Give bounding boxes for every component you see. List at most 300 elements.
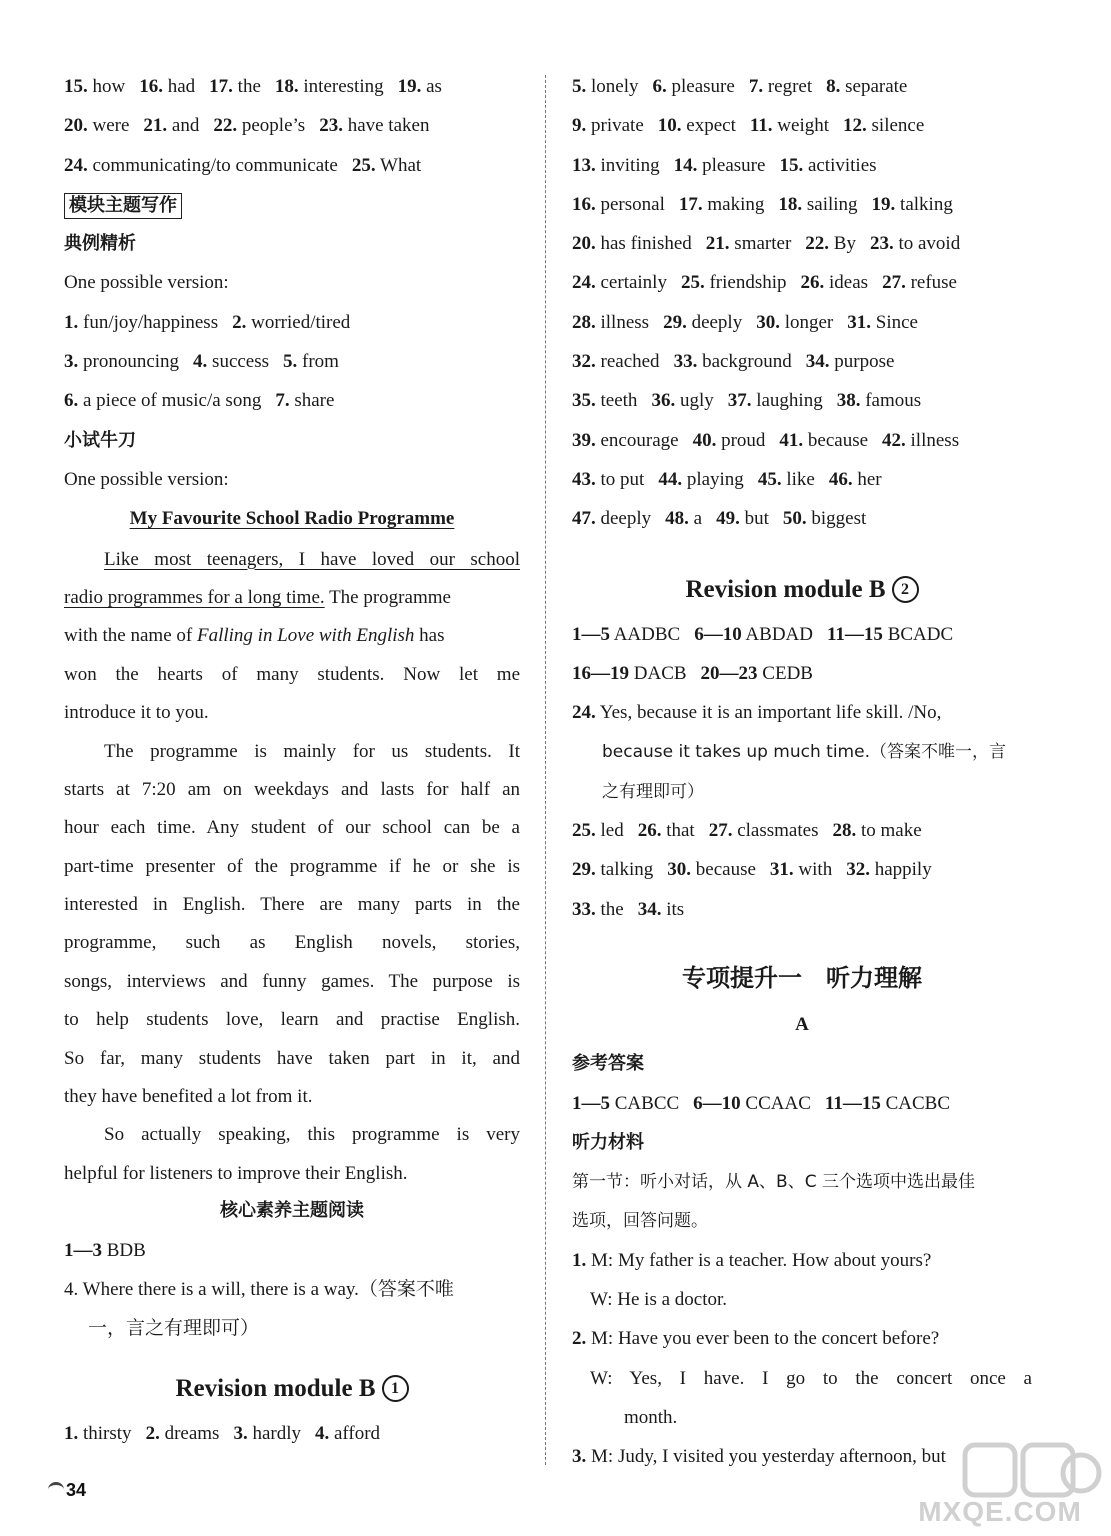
answer-item: [693, 1093, 811, 1114]
answer-row: [64, 308, 520, 347]
answer-item: [275, 390, 334, 411]
answer-item: [232, 312, 350, 333]
essay-line: songs, interviews and funny games. The purpose is: [64, 970, 520, 992]
answer-number: 6.: [64, 390, 79, 412]
answer-number: 24.: [64, 154, 88, 176]
listening-material-heading: 听力材料: [572, 1131, 644, 1153]
essay-line: starts at 7:20 am on weekdays and lasts for half an: [64, 778, 520, 800]
answer-number: 21.: [705, 233, 730, 255]
answer-number: 20—23: [700, 662, 758, 684]
dialogue-line: month.: [624, 1406, 678, 1428]
answer-text: private: [586, 115, 644, 137]
answer-number: 15.: [64, 76, 88, 97]
answer-item: [694, 624, 813, 645]
answer-text: deeply: [595, 508, 652, 530]
answer-text: Yes, because it is an important life skill. /No,: [599, 702, 942, 724]
answer-text: teeth: [595, 390, 638, 412]
answer-item: [709, 820, 819, 841]
answer-number: 3.: [64, 351, 79, 373]
answer-number: 20.: [64, 115, 88, 137]
answer-number: 12.: [843, 115, 867, 137]
answer-text: inviting: [595, 154, 660, 176]
answer-number: 1—5: [572, 1092, 610, 1114]
answer-item: [233, 1423, 301, 1444]
answer-row: [64, 72, 520, 111]
answer-text: silence: [866, 115, 925, 137]
section-title: Revision module B 1: [64, 1359, 520, 1419]
answer-item: [64, 351, 179, 372]
answer-text: friendship: [704, 272, 787, 294]
answer-text: CEDB: [757, 662, 813, 684]
answer-text: how: [87, 76, 126, 97]
answer-item: [829, 469, 882, 490]
answer-text: share: [289, 390, 335, 412]
essay-line: part-time presenter of the programme if he or she is: [64, 855, 520, 877]
answer-number: 21.: [143, 115, 168, 137]
answer-item: [872, 194, 953, 215]
answer-item: [658, 469, 744, 490]
answer-text: BCADC: [882, 623, 954, 645]
answer-number: 23.: [319, 115, 343, 137]
answer-number: 25.: [680, 272, 705, 294]
answer-text: AADBC: [610, 623, 681, 645]
dialogue-line: W: Yes, I have. I go to the concert once a: [590, 1367, 1032, 1389]
answer-item: [806, 351, 895, 372]
answer-number: 6.: [652, 76, 667, 97]
answer-text: lonely: [586, 76, 639, 97]
answer-item: [770, 859, 832, 880]
answer-number: 32.: [846, 859, 870, 881]
answer-number: 27.: [882, 272, 906, 294]
answer-item: [572, 194, 665, 215]
answer-text: smarter: [729, 233, 792, 255]
answer-text: the: [595, 898, 624, 920]
answer-number: 6—10: [693, 1092, 741, 1114]
answer-text: longer: [779, 311, 834, 333]
answer-number: 28.: [832, 820, 857, 842]
answer-number: 41.: [779, 429, 804, 451]
answer-item: [193, 351, 269, 372]
dialogue-line: 3. M: Judy, I visited you yesterday afternoon, but: [572, 1446, 946, 1468]
answer-item: [749, 76, 812, 97]
answer-number: 4.: [314, 1423, 330, 1445]
answer-number: 48.: [665, 508, 689, 530]
answer-item: [209, 76, 261, 97]
answer-number: 20.: [572, 233, 596, 255]
answer-item: [352, 155, 421, 176]
answer-text: were: [87, 115, 130, 137]
dialogue-line: W: He is a doctor.: [590, 1289, 728, 1311]
essay-line: they have benefited a lot from it.: [64, 1086, 313, 1108]
answer-item: [64, 155, 338, 176]
essay-line: with the name of: [64, 625, 197, 647]
answer-text: hardly: [247, 1423, 301, 1445]
answer-row: [572, 620, 1032, 659]
answer-row: [572, 308, 1032, 347]
answer-item: [572, 430, 679, 451]
answer-text: to avoid: [893, 233, 961, 255]
answer-row: [572, 386, 1032, 425]
essay-line: introduce it to you.: [64, 702, 209, 724]
answer-number: 2.: [232, 311, 247, 333]
left-column: [64, 72, 520, 1459]
answer-item: [882, 430, 959, 451]
answer-item: [213, 115, 305, 136]
answer-text: a piece of music/a song: [78, 390, 262, 412]
answer-text: biggest: [806, 508, 867, 530]
essay-line: The programme: [324, 586, 451, 608]
answer-row: [572, 1089, 1032, 1128]
answer-item: [653, 76, 735, 97]
answer-number: 33.: [673, 351, 698, 373]
answer-text: worried/tired: [246, 311, 351, 333]
answer-row: [64, 1419, 520, 1458]
example-heading: 典例精析: [64, 233, 136, 255]
answer-text: have taken: [342, 115, 430, 137]
answer-number: 35.: [572, 390, 596, 412]
answer-number: 29.: [572, 859, 596, 881]
answer-number: 46.: [828, 468, 853, 490]
answer-item: [658, 115, 736, 136]
circled-number: 1: [382, 1375, 409, 1402]
answer-text: to make: [856, 820, 922, 842]
answer-text: purpose: [829, 351, 895, 373]
answer-number: 34.: [805, 351, 830, 373]
answer-number: 33.: [572, 898, 596, 920]
answer-item: [64, 115, 129, 136]
answer-item: [750, 115, 829, 136]
essay-line: interested in English. There are many parts in the: [64, 894, 520, 916]
answer-text: background: [697, 351, 792, 373]
answer-number: 47.: [572, 508, 596, 530]
section-title: Revision module B 2: [572, 560, 1032, 620]
answer-number: 16.: [139, 76, 163, 97]
answer-item: [701, 663, 813, 684]
essay-title: My Favourite School Radio Programme: [129, 508, 455, 530]
answer-number: 24.: [572, 702, 596, 724]
answer-text: regret: [763, 76, 813, 97]
answer-item: [758, 469, 815, 490]
dialogue-line: 1. M: My father is a teacher. How about yours?: [572, 1249, 932, 1271]
answer-number: 50.: [782, 508, 807, 530]
answer-text: pronouncing: [78, 351, 180, 373]
page-corner-icon: [48, 1482, 64, 1497]
answer-text: certainly: [595, 272, 667, 294]
answer-text: Since: [871, 311, 918, 333]
answer-number: 18.: [778, 193, 803, 215]
essay-line: So far, many students have taken part in it, and: [64, 1047, 520, 1069]
answer-row: [572, 268, 1032, 307]
answer-text: What: [375, 154, 422, 176]
essay-line: Like most teenagers, I have loved our school: [104, 548, 520, 570]
answer-item: [882, 272, 957, 293]
answer-text: ABDAD: [741, 623, 813, 645]
answer-item: [572, 1093, 679, 1114]
answer-number: 43.: [572, 468, 596, 490]
answer-row: [572, 229, 1032, 268]
answer-item: [572, 469, 644, 490]
answer-item: [572, 899, 624, 920]
answer-item: [398, 76, 442, 97]
answer-text: CCAAC: [740, 1092, 811, 1114]
circled-number: 2: [892, 576, 919, 603]
answer-item: [572, 272, 667, 293]
right-column: [572, 72, 1032, 1482]
answer-text: CABCC: [610, 1092, 680, 1114]
answer-item: [870, 233, 960, 254]
answer-number: 5.: [572, 76, 587, 97]
answer-number: 11—15: [826, 623, 883, 645]
answer-row: [64, 386, 520, 425]
answer-text: 之有理即可）: [602, 781, 704, 802]
answer-item: [572, 820, 624, 841]
essay-line: radio programmes for a long time.: [64, 586, 325, 608]
answer-item: [572, 76, 639, 97]
answer-item: [663, 312, 742, 333]
answer-number: 28.: [572, 311, 596, 333]
answer-text: interesting: [298, 76, 384, 97]
answer-text: from: [297, 351, 339, 373]
special-section-title: 专项提升一 听力理解: [682, 963, 922, 992]
answer-item: [638, 899, 684, 920]
answer-row: [572, 151, 1032, 190]
answer-item: [572, 233, 692, 254]
answer-row: [572, 72, 1032, 111]
answer-item: [716, 508, 769, 529]
answer-text: communicating/to communicate: [87, 154, 338, 176]
answer-text: has finished: [595, 233, 692, 255]
answer-number: 36.: [651, 390, 676, 412]
answer-number: 19.: [871, 193, 896, 215]
answer-item: [827, 624, 953, 645]
answer-text: separate: [840, 76, 908, 97]
answer-number: 1.: [64, 1423, 79, 1445]
answer-item: [679, 194, 765, 215]
answer-number: 49.: [716, 508, 740, 530]
answer-number: 31.: [769, 859, 794, 881]
answer-text: fun/joy/happiness: [78, 311, 219, 333]
answer-text: reached: [595, 351, 660, 373]
answer-text: dreams: [159, 1423, 220, 1445]
answer-item: [143, 115, 199, 136]
answer-text: with: [793, 859, 833, 881]
answer-number: 13.: [572, 154, 596, 176]
answer-row: [572, 190, 1032, 229]
answer-item: [825, 1093, 950, 1114]
answer-number: 39.: [572, 429, 596, 451]
answer-item: [64, 390, 261, 411]
essay-line: to help students love, learn and practise English.: [64, 1009, 520, 1031]
answer-text: its: [661, 898, 685, 920]
answer-text: but: [739, 508, 769, 530]
answer-number: 26.: [800, 272, 825, 294]
answer-number: 42.: [882, 429, 906, 451]
answer-text: weight: [772, 115, 830, 137]
answer-item: [801, 272, 869, 293]
answer-number: 8.: [826, 76, 841, 97]
answer-text: because it takes up much time.（答案不唯一，言: [602, 742, 1006, 763]
answer-item: [805, 233, 856, 254]
try-heading: 小试牛刀: [64, 429, 136, 451]
answer-number: 1.: [64, 311, 79, 333]
answer-text: expect: [681, 115, 736, 137]
answer-item: [283, 351, 339, 372]
answer-text: refuse: [905, 272, 957, 294]
essay-line: won the hearts of many students. Now let me: [64, 663, 520, 685]
answer-item: [681, 272, 787, 293]
answer-text: like: [781, 468, 815, 490]
answer-text: ugly: [675, 390, 714, 412]
answer-item: [572, 351, 660, 372]
column-divider: [545, 75, 546, 1465]
answer-number: 23.: [869, 233, 894, 255]
essay-line: The programme is mainly for us students. It: [104, 740, 520, 762]
answer-text: talking: [595, 859, 654, 881]
answer-text: the: [232, 76, 261, 97]
answer-text: had: [162, 76, 196, 97]
answer-item: [778, 194, 857, 215]
answer-text: as: [421, 76, 442, 97]
answer-text: her: [852, 468, 882, 490]
answer-item: [674, 155, 766, 176]
answer-item: [651, 390, 713, 411]
answer-item: [572, 155, 660, 176]
dialogue-line: 2. M: Have you ever been to the concert before?: [572, 1328, 940, 1350]
answer-text: and: [167, 115, 200, 137]
answer-item: [572, 663, 687, 684]
answer-number: 5.: [283, 351, 298, 373]
answer-row: [64, 347, 520, 386]
essay-line: So actually speaking, this programme is very: [104, 1124, 520, 1146]
answer-text: illness: [595, 311, 650, 333]
answer-text: happily: [869, 859, 932, 881]
answer-text: success: [207, 351, 270, 373]
essay-line: programme, such as English novels, stories,: [64, 932, 520, 954]
answer-number: 17.: [209, 76, 233, 97]
answer-text: to put: [595, 468, 645, 490]
answer-item: [638, 820, 695, 841]
answer-text: because: [691, 859, 756, 881]
core-reading-heading: 核心素养主题阅读: [220, 1200, 364, 1222]
answer-number: 37.: [727, 390, 752, 412]
programme-name: Falling in Love with English: [196, 625, 415, 647]
answer-item: [779, 430, 868, 451]
watermark-text: MXQE.COM: [918, 1496, 1082, 1527]
essay-line: has: [414, 625, 445, 647]
answer-row: [572, 426, 1032, 465]
answer-text: encourage: [595, 429, 679, 451]
answer-text: illness: [905, 429, 960, 451]
answer-number: 7.: [748, 76, 764, 97]
answer-number: 26.: [637, 820, 662, 842]
answer-row: [572, 816, 1032, 855]
answer-number: 44.: [658, 468, 683, 490]
answer-text: a: [688, 508, 703, 530]
answer-number: 24.: [572, 272, 596, 294]
answer-item: [64, 76, 125, 97]
reference-answer-heading: 参考答案: [572, 1053, 644, 1075]
answer-item: [843, 115, 924, 136]
answer-text: famous: [860, 390, 922, 412]
answer-number: 30.: [667, 859, 692, 881]
answer-item: [832, 820, 921, 841]
answer-item: [572, 859, 653, 880]
answer-number: 16.: [572, 193, 596, 215]
essay-line: hour each time. Any student of our school can be a: [64, 817, 520, 839]
essay-line: helpful for listeners to improve their English.: [64, 1162, 408, 1184]
answer-line: 一，言之有理即可）: [88, 1318, 260, 1340]
answer-text: DACB: [629, 662, 687, 684]
answer-text: By: [829, 233, 856, 255]
answer-number: 25.: [572, 820, 596, 842]
part-label: A: [795, 1013, 809, 1035]
answer-number: 7.: [275, 390, 290, 412]
answer-row: [572, 111, 1032, 150]
possible-version-label: One possible version:: [64, 272, 229, 294]
instruction-text: 选项，回答问题。: [572, 1211, 708, 1232]
answer-text: proud: [716, 429, 766, 451]
answer-number: 6—10: [694, 623, 742, 645]
answer-item: [665, 508, 702, 529]
answer-item: [783, 508, 866, 529]
answer-number: 1—3: [64, 1239, 102, 1261]
answer-row: [572, 895, 1032, 934]
answer-number: 4.: [193, 351, 208, 373]
answer-text: deeply: [686, 311, 743, 333]
answer-text: led: [595, 820, 624, 842]
answer-number: 30.: [756, 311, 780, 333]
instruction-text: 第一节：听小对话，从 A、B、C 三个选项中选出最佳: [572, 1172, 975, 1193]
answer-number: 10.: [657, 115, 682, 137]
answer-text: afford: [329, 1423, 381, 1445]
module-writing-heading: 模块主题写作: [64, 193, 182, 219]
answer-row: [572, 504, 1032, 543]
answer-item: [139, 76, 195, 97]
answer-text: personal: [595, 193, 665, 215]
answer-number: 27.: [708, 820, 733, 842]
answer-text: that: [661, 820, 695, 842]
answer-item: [728, 390, 823, 411]
answer-number: 16—19: [572, 662, 629, 684]
answer-text: because: [803, 429, 869, 451]
answer-text: people’s: [237, 115, 306, 137]
answer-item: [572, 115, 644, 136]
answer-number: 22.: [213, 115, 238, 137]
answer-text: sailing: [802, 193, 858, 215]
answer-text: BDB: [106, 1239, 146, 1261]
watermark-logo: [895, 1437, 1105, 1532]
answer-item: [837, 390, 921, 411]
answer-item: [146, 1423, 220, 1444]
answer-number: 14.: [673, 154, 698, 176]
answer-number: 45.: [757, 468, 782, 490]
answer-row: [64, 111, 520, 150]
answer-number: 19.: [397, 76, 422, 97]
answer-number: 31.: [847, 311, 872, 333]
answer-text: CACBC: [880, 1092, 951, 1114]
answer-text: making: [702, 193, 765, 215]
answer-item: [706, 233, 791, 254]
answer-text: pleasure: [697, 154, 766, 176]
answer-number: 40.: [692, 429, 717, 451]
answer-number: 32.: [572, 351, 596, 373]
answer-item: [847, 312, 918, 333]
answer-number: 29.: [663, 311, 687, 333]
answer-number: 11.: [749, 115, 773, 137]
answer-item: [315, 1423, 380, 1444]
answer-text: activities: [803, 154, 877, 176]
answer-item: [779, 155, 876, 176]
